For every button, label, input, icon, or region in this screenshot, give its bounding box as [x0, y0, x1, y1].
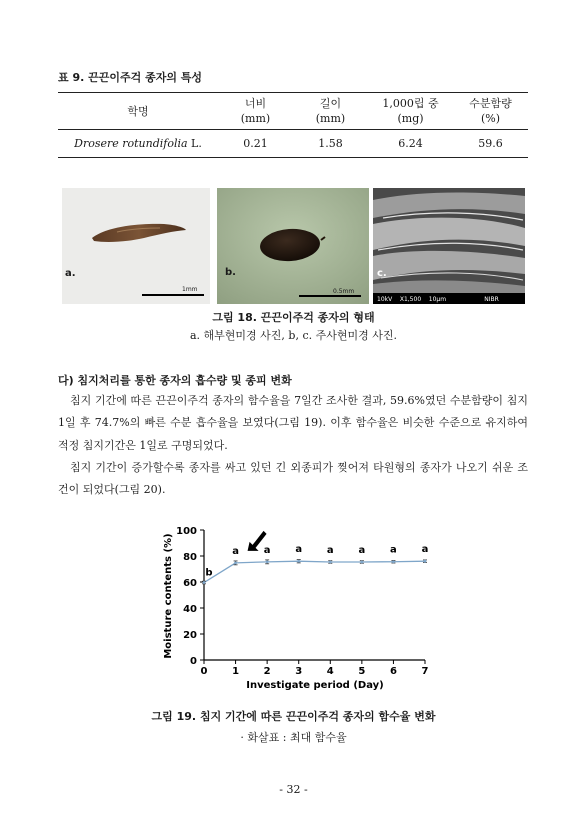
point-label: a [358, 544, 366, 556]
data-point [203, 581, 206, 584]
paragraph-1: 침지 기간에 따른 끈끈이주걱 종자의 함수율을 7일간 조사한 결과, 59.6%였던 수분함량이 침지 1일 후 74.7%의 빠른 수분 흡수율을 보였다(그림 19). 이후 함수율은 비슷한 수준으로 유지하여 적정 침지기간은 1일로 구명되었다. [58, 394, 528, 452]
seed-photo-sem-surface [373, 188, 525, 304]
y-tick-label: 100 [176, 526, 197, 537]
cell-species: Drosere rotundifolia L. [58, 130, 218, 158]
header-weight: 1,000립 중 (mg) [368, 93, 453, 130]
panel-label-c: c. [377, 268, 387, 279]
data-point [360, 561, 363, 564]
paragraph-2: 침지 기간이 증가할수록 종자를 싸고 있던 긴 외종피가 찢어져 타원형의 종자가 나오기 쉬운 조건이 되었다(그림 20). [58, 461, 528, 497]
y-axis-label: Moisture contents (%) [163, 533, 174, 659]
y-tick-label: 20 [183, 630, 197, 641]
cell-moisture: 59.6 [453, 130, 528, 158]
x-tick-label: 1 [232, 666, 240, 677]
y-tick-label: 60 [183, 578, 197, 589]
data-point [392, 560, 395, 563]
table-header-row [58, 93, 528, 130]
scale-bar-a [142, 294, 204, 296]
point-label: a [232, 545, 239, 557]
moisture-chart [155, 520, 445, 695]
data-point [297, 560, 300, 563]
scale-text-b: 0.5mm [333, 288, 355, 295]
data-point [424, 560, 427, 563]
table-row [58, 130, 528, 158]
scale-bar-b [299, 295, 361, 297]
point-label: a [263, 544, 271, 556]
point-label: a [295, 544, 303, 556]
sem-info-bar: 10kV X1,500 10μm NIBR [377, 296, 499, 303]
chart-series [202, 560, 427, 584]
data-point [329, 561, 332, 564]
figure19-caption: 그림 19. 침지 기간에 따른 끈끈이주걱 종자의 함수율 변화 [151, 710, 436, 723]
point-label: a [421, 544, 429, 556]
header-species: 학명 [58, 93, 218, 130]
header-width: 너비 (mm) [218, 93, 293, 130]
header-length: 길이 (mm) [293, 93, 368, 130]
seed-photo-sem-whole [217, 188, 369, 304]
cell-weight: 6.24 [368, 130, 453, 158]
seed-photo-dissecting [62, 188, 210, 304]
x-axis-label: Investigate period (Day) [246, 680, 384, 691]
y-tick-label: 0 [190, 656, 197, 667]
x-tick-label: 4 [326, 666, 334, 677]
moisture-series-line [204, 561, 425, 582]
page-number: - 32 - [279, 783, 308, 796]
x-tick-label: 7 [421, 666, 429, 677]
point-label: b [205, 567, 213, 579]
x-tick-label: 3 [295, 666, 303, 677]
seed-drawing-c [373, 188, 525, 304]
x-tick-label: 0 [200, 666, 208, 677]
cell-length: 1.58 [293, 130, 368, 158]
figure19-note: · 화살표 : 최대 함수율 [240, 731, 347, 744]
point-label: a [326, 544, 334, 556]
x-tick-label: 6 [389, 666, 397, 677]
header-moisture: 수분함량 (%) [453, 93, 528, 130]
y-tick-label: 80 [183, 552, 197, 563]
scale-text-a: 1mm [182, 286, 198, 293]
seed-drawing-b [217, 188, 369, 304]
figure18-caption: 그림 18. 끈끈이주걱 종자의 형태 [212, 311, 375, 324]
x-tick-label: 2 [263, 666, 271, 677]
cell-width: 0.21 [218, 130, 293, 158]
data-point [266, 560, 269, 563]
data-point [234, 561, 237, 564]
panel-label-b: b. [225, 267, 236, 278]
y-tick-label: 40 [183, 604, 197, 615]
figure18-subcaption: a. 해부현미경 사진, b, c. 주사현미경 사진. [190, 329, 397, 342]
seed-properties-table [58, 92, 528, 158]
section-heading: 다) 침지처리를 통한 종자의 흡수량 및 종피 변화 [58, 374, 292, 387]
table-title: 표 9. 끈끈이주걱 종자의 특성 [58, 71, 203, 84]
panel-label-a: a. [65, 268, 76, 279]
point-label: a [390, 544, 397, 556]
x-tick-label: 5 [358, 666, 366, 677]
